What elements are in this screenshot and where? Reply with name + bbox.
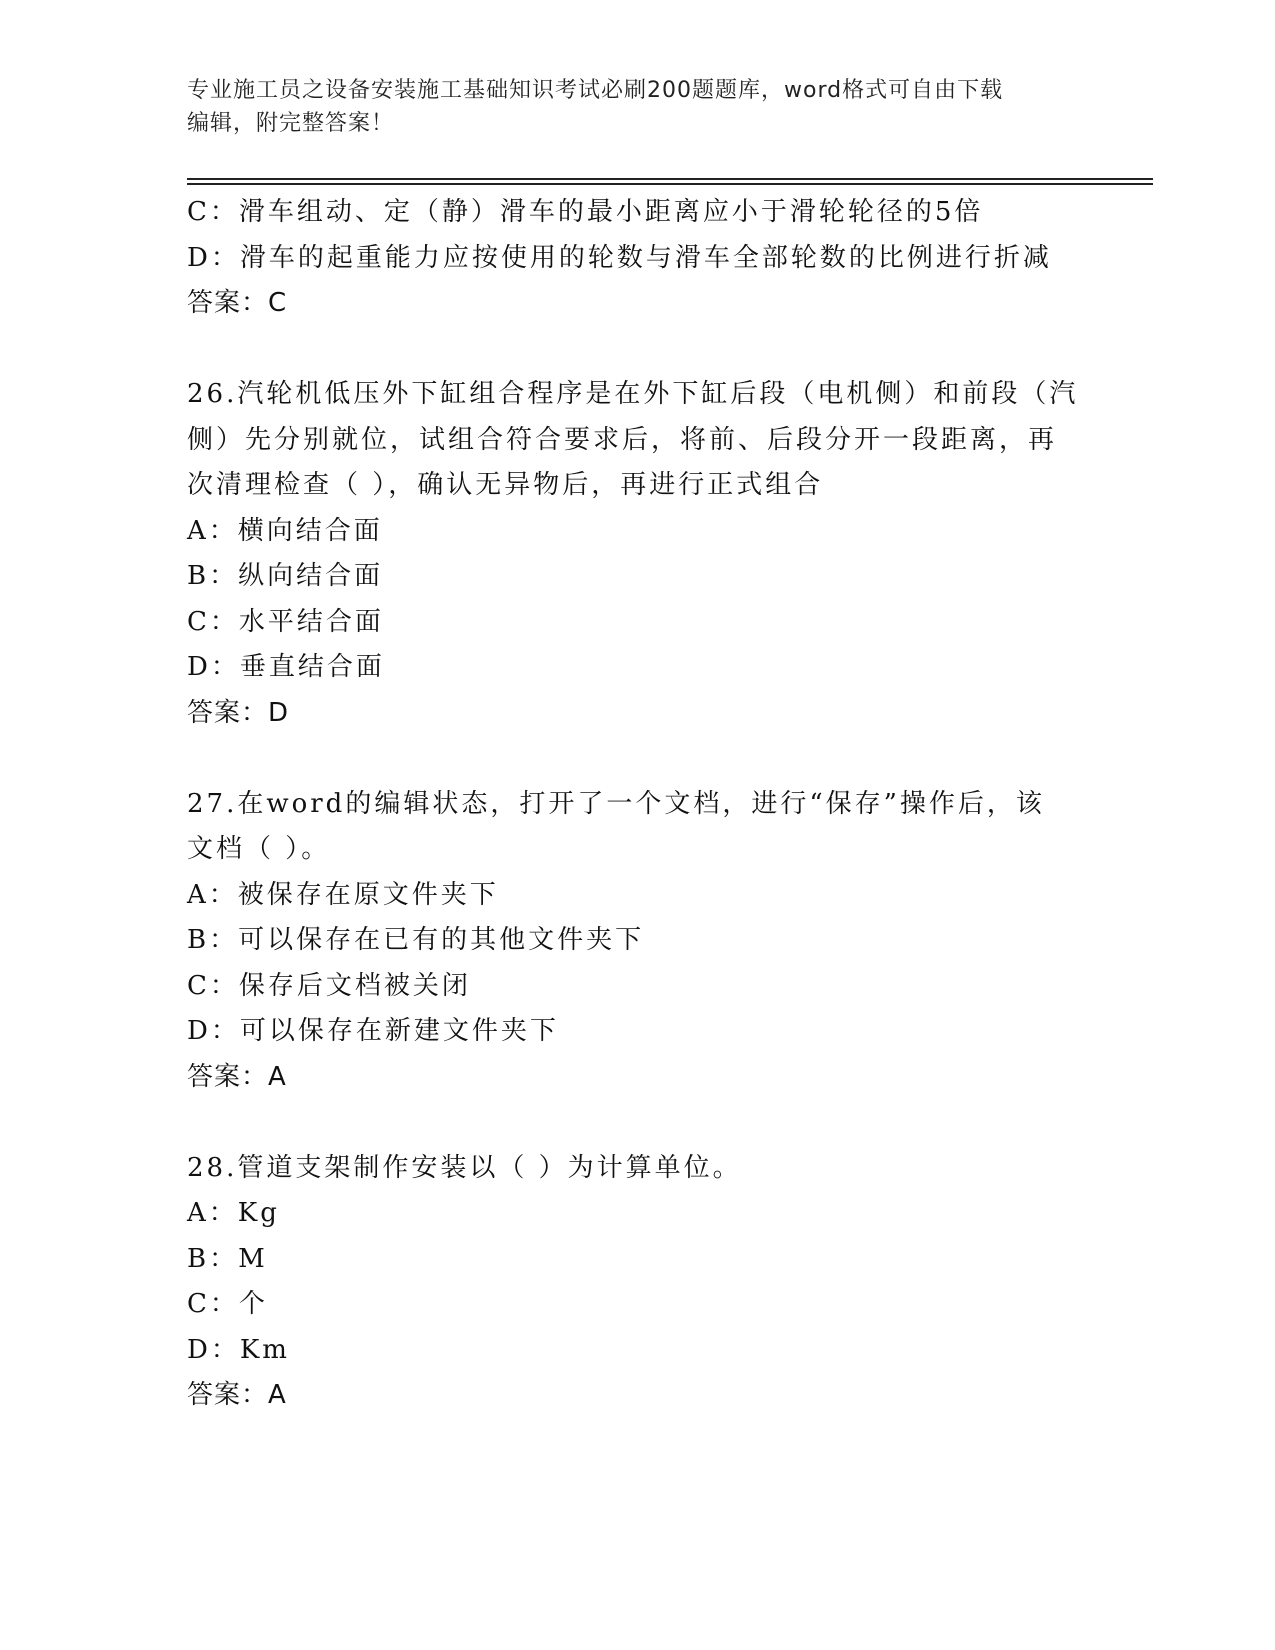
- question-28: [187, 1146, 1087, 1419]
- answer: 答案：D: [187, 697, 290, 728]
- spacer: [187, 327, 1087, 373]
- spacer: [187, 1100, 1087, 1146]
- option-c: C：滑车组动、定（静）滑车的最小距离应小于滑轮轮径的5倍: [187, 197, 984, 227]
- document-header: [187, 74, 1087, 140]
- header-divider-bottom: [187, 183, 1153, 185]
- answer: 答案：A: [187, 1380, 287, 1410]
- question-list: [187, 190, 1087, 1419]
- header-line-2: 编辑，附完整答案！: [187, 111, 395, 136]
- header-divider-top: [187, 178, 1153, 180]
- question-stem: 侧）先分别就位，试组合符合要求后，将前、后段分开一段距离，再: [187, 424, 1058, 455]
- question-stem: 28.管道支架制作安装以（ ）为计算单位。: [187, 1152, 742, 1183]
- option-a: A：Kg: [187, 1198, 280, 1228]
- option-d: D：Km: [187, 1334, 290, 1365]
- option-d: D：垂直结合面: [187, 652, 385, 682]
- question-stem: 27.在word的编辑状态，打开了一个文档，进行“保存”操作后，该: [187, 788, 1045, 819]
- question-25: [187, 190, 1087, 327]
- option-d: D：滑车的起重能力应按使用的轮数与滑车全部轮数的比例进行折减: [187, 242, 1052, 273]
- option-c: C：保存后文档被关闭: [187, 970, 471, 1001]
- header-line-1: 专业施工员之设备安装施工基础知识考试必刷200题题库，word格式可自由下载: [187, 78, 1004, 103]
- question-26: [187, 372, 1087, 736]
- option-b: B：纵向结合面: [187, 561, 384, 591]
- option-d: D：可以保存在新建文件夹下: [187, 1016, 559, 1046]
- option-a: A：横向结合面: [187, 515, 383, 546]
- question-stem: 次清理检查（ ），确认无异物后，再进行正式组合: [187, 470, 824, 500]
- answer: 答案：C: [187, 288, 288, 318]
- option-b: B：M: [187, 1243, 268, 1274]
- option-c: C：个: [187, 1289, 268, 1319]
- option-a: A：被保存在原文件夹下: [187, 879, 499, 910]
- option-c: C：水平结合面: [187, 606, 384, 637]
- answer: 答案：A: [187, 1061, 287, 1092]
- option-b: B：可以保存在已有的其他文件夹下: [187, 925, 645, 955]
- question-stem: 26.汽轮机低压外下缸组合程序是在外下缸后段（电机侧）和前段（汽: [187, 379, 1079, 409]
- question-27: [187, 782, 1087, 1101]
- spacer: [187, 736, 1087, 782]
- question-stem: 文档（ ）。: [187, 834, 331, 864]
